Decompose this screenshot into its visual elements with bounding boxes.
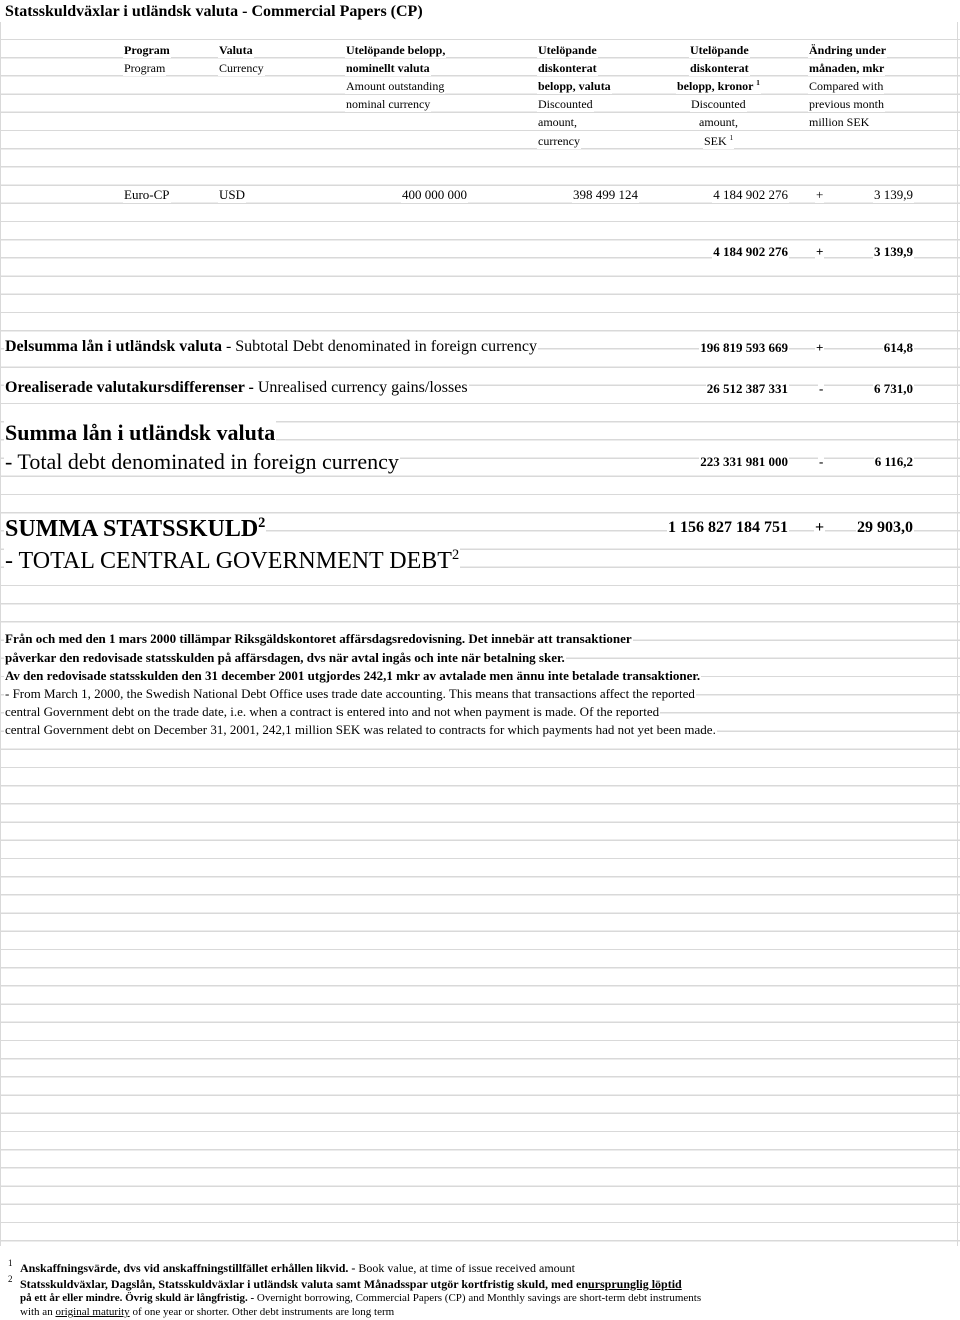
row-program: Euro-CP (124, 187, 170, 202)
header-change-2: månaden, mkr (809, 61, 885, 75)
grid-border (0, 22, 1, 1246)
header-outstanding-2: nominellt valuta (346, 61, 430, 75)
total-foreign-value: 223 331 981 000 (700, 454, 788, 469)
header-disc-cur-5: amount, (538, 115, 577, 129)
program-total-sign: + (816, 244, 824, 259)
footnote-2-marker: 2 (8, 1274, 13, 1284)
header-disc-sek-4: Discounted (691, 97, 746, 111)
row-nominal: 400 000 000 (402, 187, 467, 202)
total-foreign-change: 6 116,2 (874, 454, 913, 469)
note-line: central Government debt on the trade date, i.e. when a contract is entered into and not when payment is made. Of the reported (5, 704, 660, 719)
header-disc-cur-6: currency (538, 134, 580, 148)
unrealised-sign: - (819, 381, 824, 396)
program-total-change: 3 139,9 (874, 244, 913, 259)
row-disc-currency: 398 499 124 (573, 187, 638, 202)
note-line: påverkar den redovisade statsskulden på affärsdagen, dvs när avtal ingås och inte när betalning sker. (5, 650, 565, 665)
header-disc-cur-3: belopp, valuta (538, 79, 611, 93)
grand-total-change: 29 903,0 (857, 519, 913, 536)
footnote-1-marker: 1 (8, 1258, 13, 1268)
note-line: - From March 1, 2000, the Swedish National Debt Office uses trade date accounting. This means that transactions affect the reported (5, 686, 695, 701)
total-foreign-sign: - (819, 454, 824, 469)
footnote-2-line-1: Statsskuldväxlar, Dagslån, Statsskuldväxlar i utländsk valuta samt Månadsspar utgör kortfristig skuld, med enursprunglig löptid (20, 1277, 682, 1291)
unrealised-change: 6 731,0 (874, 381, 913, 396)
row-sign: + (816, 187, 824, 202)
unrealised-value: 26 512 387 331 (706, 381, 788, 396)
page-title: Statsskuldväxlar i utländsk valuta - Commercial Papers (CP) (5, 3, 423, 20)
header-change-3: Compared with (809, 79, 884, 93)
header-disc-sek-6: SEK $^1$ (704, 134, 734, 148)
grand-total-value: 1 156 827 184 751 (668, 519, 788, 536)
note-line: Från och med den 1 mars 2000 tillämpar Riksgäldskontoret affärsdagsredovisning. Det innebär att transaktioner (5, 631, 632, 646)
grid-border (957, 22, 958, 1246)
header-disc-cur-2: diskonterat (538, 61, 597, 75)
subtotal-change: 614,8 (883, 340, 913, 355)
total-foreign-label-sv: Summa lån i utländsk valuta (5, 420, 276, 445)
row-change: 3 139,9 (874, 187, 913, 202)
header-outstanding-3: Amount outstanding (346, 79, 445, 93)
header-change-1: Ändring under (809, 43, 887, 57)
note-line: Av den redovisade statsskulden den 31 december 2001 utgjordes 242,1 mkr av avtalade men ännu inte betalade transaktioner. (5, 668, 701, 683)
grand-total-sign: + (815, 519, 825, 536)
grand-total-label-sv: SUMMA STATSSKULD$^2$ (5, 515, 266, 542)
header-disc-sek-2: diskonterat (690, 61, 749, 75)
row-currency: USD (219, 187, 246, 202)
subtotal-value: 196 819 593 669 (700, 340, 788, 355)
row-disc-sek: 4 184 902 276 (713, 187, 788, 202)
subtotal-sign: + (816, 340, 824, 355)
header-change-5: million SEK (809, 115, 870, 129)
header-disc-sek-5: amount, (699, 115, 738, 129)
unrealised-label: Orealiserade valutakursdifferenser - Unrealised currency gains/losses (5, 379, 468, 396)
footnote-2-line-2: på ett år eller mindre. Övrig skuld är långfristig. - Overnight borrowing, Commercial Papers (CP) and Monthly savings are short-term debt instruments (20, 1292, 702, 1304)
footnote-2-line-3: with an original maturity of one year or shorter. Other debt instruments are long term (20, 1306, 395, 1318)
header-program-sv: Program (124, 43, 170, 57)
header-currency-en: Currency (219, 61, 264, 75)
header-currency-sv: Valuta (219, 43, 253, 57)
program-total-sek: 4 184 902 276 (713, 244, 788, 259)
header-disc-sek-1: Utelöpande (690, 43, 749, 57)
header-disc-cur-4: Discounted (538, 97, 593, 111)
header-outstanding-4: nominal currency (346, 97, 431, 111)
header-disc-sek-3: belopp, kronor $^1$ (677, 79, 760, 93)
grand-total-label-en: - TOTAL CENTRAL GOVERNMENT DEBT$^2$ (5, 547, 460, 574)
header-change-4: previous month (809, 97, 884, 111)
footnote-1: Anskaffningsvärde, dvs vid anskaffningstillfället erhållen likvid. - Book value, at time of issue received amount (20, 1261, 575, 1275)
note-line: central Government debt on December 31, 2001, 242,1 million SEK was related to contracts for which payments had not yet been made. (5, 722, 716, 737)
subtotal-label: Delsumma lån i utländsk valuta - Subtotal Debt denominated in foreign currency (5, 338, 537, 355)
header-program-en: Program (124, 61, 166, 75)
total-foreign-label-en: - Total debt denominated in foreign currency (5, 449, 399, 474)
header-disc-cur-1: Utelöpande (538, 43, 597, 57)
header-outstanding-1: Utelöpande belopp, (346, 43, 446, 57)
